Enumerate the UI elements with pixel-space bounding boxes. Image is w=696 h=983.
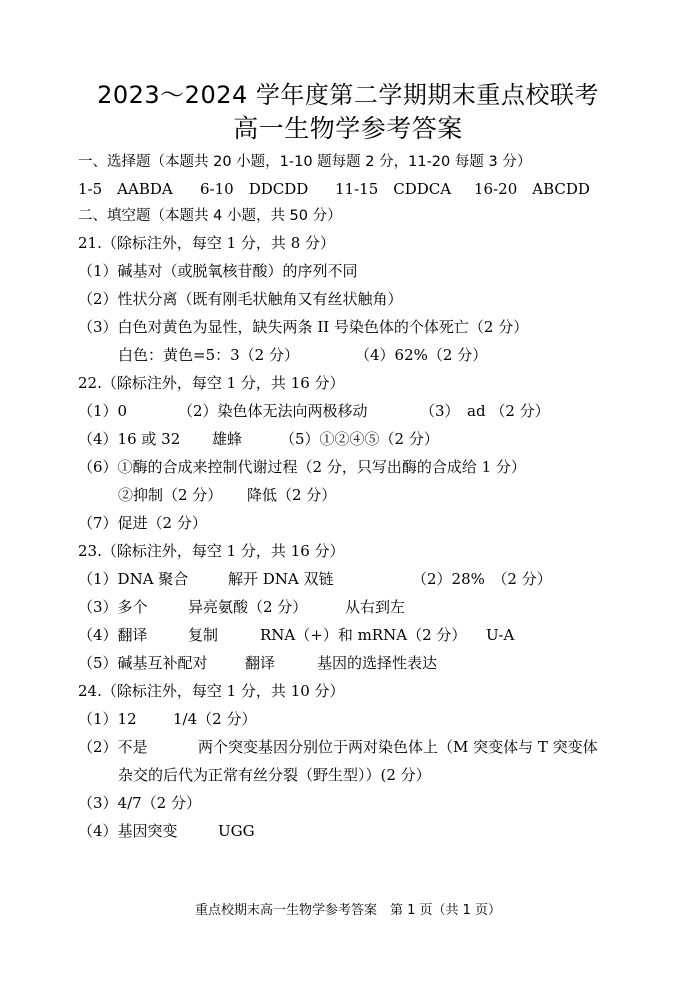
q22-line-1 bbox=[0, 399, 696, 423]
q22-head-line bbox=[0, 371, 696, 395]
q22-line-4 bbox=[0, 483, 696, 507]
q22-answer-6b: ②抑制（2 分） bbox=[118, 486, 223, 504]
mc-answer-6-10: 6-10 DDCDD bbox=[200, 180, 309, 198]
q22-answer-6: （6）①酶的合成来控制代谢过程（2 分，只写出酶的合成给 1 分） bbox=[78, 458, 526, 476]
q24-answer-2b: 两个突变基因分别位于两对染色体上（M 突变体与 T 突变体 bbox=[198, 738, 598, 756]
q21-line-3 bbox=[0, 315, 696, 339]
q22-head: 22.（除标注外，每空 1 分，共 16 分） bbox=[78, 374, 345, 392]
q23-answer-3c: 从右到左 bbox=[345, 598, 406, 616]
q23-answer-4d: U-A bbox=[486, 626, 515, 644]
q23-answer-3b: 异亮氨酸（2 分） bbox=[188, 598, 308, 616]
page-title: 2023～2024 学年度第二学期期末重点校联考 bbox=[97, 81, 599, 109]
q21-head: 21.（除标注外，每空 1 分，共 8 分） bbox=[78, 234, 336, 252]
q22-answer-4b: 雄蜂 bbox=[212, 430, 243, 448]
q24-answer-4: （4）基因突变 bbox=[78, 822, 178, 840]
q22-line-2 bbox=[0, 427, 696, 451]
q22-answer-4: （4）16 或 32 bbox=[78, 430, 181, 448]
q21-line-4 bbox=[0, 343, 696, 367]
q23-answer-5c: 基因的选择性表达 bbox=[317, 654, 438, 672]
q23-answer-5b: 翻译 bbox=[245, 654, 276, 672]
q23-answer-4b: 复制 bbox=[188, 626, 219, 644]
q23-line-1 bbox=[0, 567, 696, 591]
q24-head: 24.（除标注外，每空 1 分，共 10 分） bbox=[78, 682, 345, 700]
q21-head-line bbox=[0, 231, 696, 255]
q23-head: 23.（除标注外，每空 1 分，共 16 分） bbox=[78, 542, 345, 560]
q23-answer-3: （3）多个 bbox=[78, 598, 148, 616]
section-1-heading-line bbox=[0, 150, 696, 174]
section-2-heading: 二、填空题（本题共 4 小题，共 50 分） bbox=[78, 208, 342, 224]
q21-line-2 bbox=[0, 287, 696, 311]
q23-answer-1b: 解开 DNA 双链 bbox=[228, 570, 334, 588]
q24-line-3 bbox=[0, 763, 696, 787]
q21-answer-2: （2）性状分离（既有刚毛状触角又有丝状触角） bbox=[78, 290, 403, 308]
q22-answer-7: （7）促进（2 分） bbox=[78, 514, 207, 532]
page-subtitle: 高一生物学参考答案 bbox=[233, 114, 463, 143]
section-1-heading: 一、选择题（本题共 20 小题，1-10 题每题 2 分，11-20 每题 3 分） bbox=[78, 154, 532, 170]
q23-line-2 bbox=[0, 595, 696, 619]
q24-line-2 bbox=[0, 735, 696, 759]
q21-answer-3b: 白色：黄色=5：3（2 分） bbox=[118, 346, 299, 364]
q21-answer-1: （1）碱基对（或脱氧核苷酸）的序列不同 bbox=[78, 262, 358, 280]
q23-answer-2: （2）28% （2 分） bbox=[412, 570, 552, 588]
q21-line-1 bbox=[0, 259, 696, 283]
q24-answer-1b: 1/4（2 分） bbox=[173, 710, 257, 728]
q24-answer-1: （1）12 bbox=[78, 710, 137, 728]
q21-answer-4: （4）62%（2 分） bbox=[355, 346, 488, 364]
q23-answer-5: （5）碱基互补配对 bbox=[78, 654, 208, 672]
q24-line-1 bbox=[0, 707, 696, 731]
q22-line-3 bbox=[0, 455, 696, 479]
q22-answer-1: （1）0 bbox=[78, 402, 128, 420]
q24-answer-3: （3）4/7（2 分） bbox=[78, 794, 201, 812]
q23-answer-4: （4）翻译 bbox=[78, 626, 148, 644]
q23-answer-1: （1）DNA 聚合 bbox=[78, 570, 189, 588]
q22-line-5 bbox=[0, 511, 696, 535]
q24-line-5 bbox=[0, 819, 696, 843]
q24-answer-2: （2）不是 bbox=[78, 738, 148, 756]
q24-line-4 bbox=[0, 791, 696, 815]
mc-answer-16-20: 16-20 ABCDD bbox=[474, 180, 590, 198]
page-footer: 重点校期末高一生物学参考答案 第 1 页（共 1 页） bbox=[194, 903, 502, 918]
q24-answer-2c: 杂交的后代为正常有丝分裂（野生型））(2 分） bbox=[118, 766, 431, 784]
q22-answer-5: （5）①②④⑤（2 分） bbox=[280, 430, 439, 448]
q22-answer-3: （3） ad （2 分） bbox=[420, 402, 550, 420]
mc-answer-11-15: 11-15 CDDCA bbox=[335, 180, 452, 198]
q23-head-line bbox=[0, 539, 696, 563]
mc-answers-line bbox=[0, 177, 696, 201]
q24-head-line bbox=[0, 679, 696, 703]
q24-answer-4b: UGG bbox=[218, 822, 255, 840]
mc-answer-1-5: 1-5 AABDA bbox=[78, 180, 173, 198]
q21-answer-3: （3）白色对黄色为显性，缺失两条 II 号染色体的个体死亡（2 分） bbox=[78, 318, 529, 336]
q23-line-4 bbox=[0, 651, 696, 675]
q22-answer-6c: 降低（2 分） bbox=[247, 486, 337, 504]
section-2-heading-line bbox=[0, 204, 696, 228]
q23-answer-4c: RNA（+）和 mRNA（2 分） bbox=[260, 626, 467, 644]
q23-line-3 bbox=[0, 623, 696, 647]
q22-answer-2: （2）染色体无法向两极移动 bbox=[178, 402, 368, 420]
